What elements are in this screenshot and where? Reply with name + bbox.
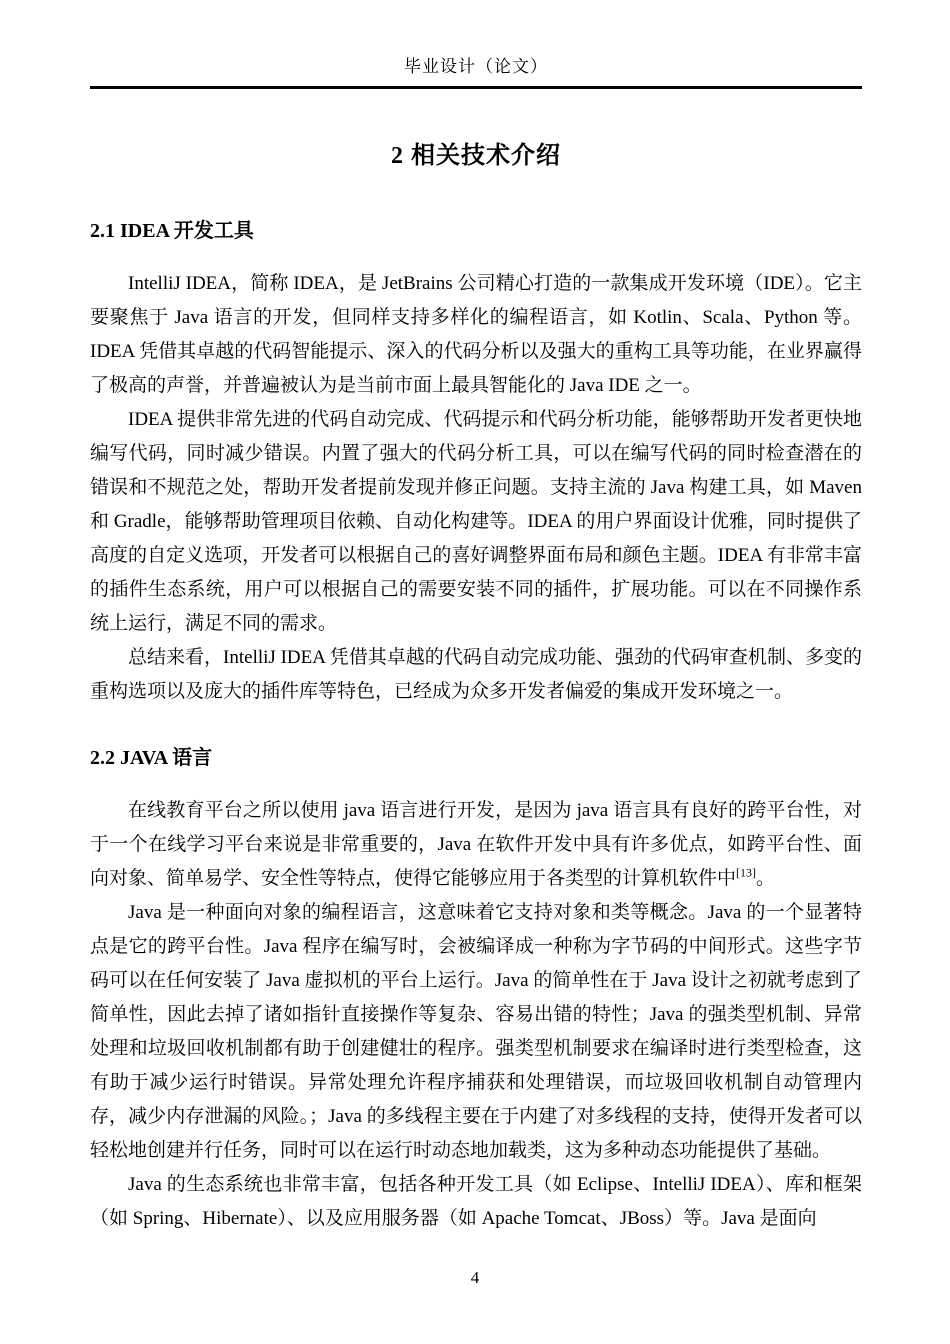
paragraph: Java 是一种面向对象的编程语言，这意味着它支持对象和类等概念。Java 的一个显著特点是它的跨平台性。Java 程序在编写时，会被编译成一种称为字节码的中间形式。这些字节码可以在任何安装了 Java 虚拟机的平台上运行。Java 的简单性在于 Java 设计之初就考虑到了简单性，因此去掉了诸如指针直接操作等复杂、容易出错的特性；Java 的强类型机制、异常处理和垃圾回收机制都有助于创建健壮的程序。强类型机制要求在编译时进行类型检查，这有助于减少运行时错误。异常处理允许程序捕获和处理错误，而垃圾回收机制自动管理内存，减少内存泄漏的风险。；Java 的多线程主要在于内建了对多线程的支持，使得开发者可以轻松地创建并行任务，同时可以在运行时动态地加载类，这为多种动态功能提供了基础。	[90, 902, 862, 1161]
paragraph: 总结来看，IntelliJ IDEA 凭借其卓越的代码自动完成功能、强劲的代码审查机制、多变的重构选项以及庞大的插件库等特色，已经成为众多开发者偏爱的集成开发环境之一。	[90, 647, 862, 702]
paragraph: IntelliJ IDEA，简称 IDEA，是 JetBrains 公司精心打造的一款集成开发环境（IDE）。它主要聚焦于 Java 语言的开发，但同样支持多样化的编程语言，如 Kotlin、Scala、Python 等。IDEA 凭借其卓越的代码智能提示、深入的代码分析以及强大的重构工具等功能，在业界赢得了极高的声誉，并普遍被认为是当前市面上最具智能化的 Java IDE 之一。	[90, 273, 862, 396]
paragraph: IDEA 提供非常先进的代码自动完成、代码提示和代码分析功能，能够帮助开发者更快地编写代码，同时减少错误。内置了强大的代码分析工具，可以在编写代码的同时检查潜在的错误和不规范之处，帮助开发者提前发现并修正问题。支持主流的 Java 构建工具，如 Maven 和 Gradle，能够帮助管理项目依赖、自动化构建等。IDEA 的用户界面设计优雅，同时提供了高度的自定义选项，开发者可以根据自己的喜好调整界面布局和颜色主题。IDEA 有非常丰富的插件生态系统，用户可以根据自己的需要安装不同的插件，扩展功能。可以在不同操作系统上运行，满足不同的需求。	[90, 409, 862, 634]
citation-marker: [13]	[736, 865, 757, 880]
paragraph-text: 在线教育平台之所以使用 java 语言进行开发，是因为 java 语言具有良好的跨平台性，对于一个在线学习平台来说是非常重要的，Java 在软件开发中具有许多优点，如跨平台性、面向对象、简单易学、安全性等特点，使得它能够应用于各类型的计算机软件中	[90, 800, 862, 889]
paragraph-text: 。	[756, 868, 776, 889]
chapter-title: 2 相关技术介绍	[391, 143, 561, 169]
section-heading-java: 2.2 JAVA 语言	[90, 747, 213, 769]
paragraph	[90, 794, 862, 896]
paragraph: Java 的生态系统也非常丰富，包括各种开发工具（如 Eclipse、IntelliJ IDEA）、库和框架（如 Spring、Hibernate）、以及应用服务器（如 Apache Tomcat、JBoss）等。Java 是面向	[90, 1174, 862, 1229]
page-number: 4	[470, 1268, 480, 1287]
running-header: 毕业设计（论文）	[90, 52, 862, 89]
section-heading-idea: 2.1 IDEA 开发工具	[90, 220, 254, 242]
